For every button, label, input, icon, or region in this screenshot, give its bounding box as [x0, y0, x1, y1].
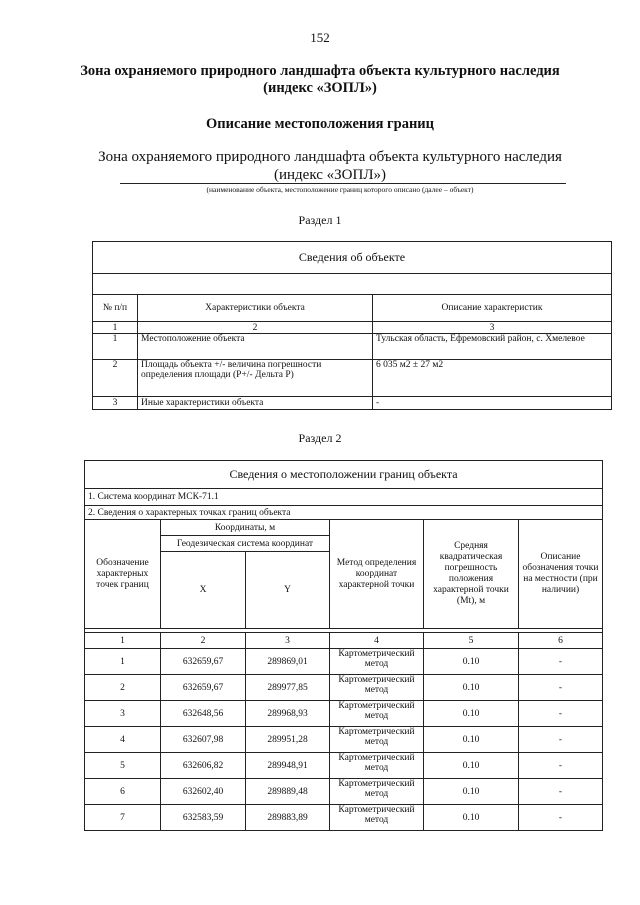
point-error: 0.10: [424, 649, 519, 675]
object-name: [60, 148, 600, 184]
col-header-description: Описание характеристик: [373, 295, 612, 322]
point-description: -: [519, 649, 603, 675]
point-id: 1: [85, 649, 161, 675]
boundary-table-title: Сведения о местоположении границ объекта: [85, 461, 603, 489]
point-method: Картометрический метод: [330, 779, 424, 805]
col-header-x: X: [161, 552, 246, 629]
row-description: 6 035 м2 ± 27 м2: [373, 360, 612, 397]
index-cell: 2: [161, 633, 246, 649]
row-description: Тульская область, Ефремовский район, с. Хмелевое: [373, 334, 612, 360]
object-info-table: [92, 241, 612, 410]
object-name-line2: (индекс «ЗОПЛ»): [273, 167, 386, 183]
point-description: -: [519, 805, 603, 831]
index-row: [93, 322, 612, 334]
coordinate-system: 1. Система координат МСК-71.1: [85, 489, 603, 506]
index-cell: 1: [85, 633, 161, 649]
point-error: 0.10: [424, 805, 519, 831]
document-title-line1: Зона охраняемого природного ландшафта объекта культурного наследия: [80, 63, 560, 79]
col-header-characteristics: Характеристики объекта: [138, 295, 373, 322]
table-row: [85, 649, 603, 675]
object-name-underline: [120, 183, 566, 184]
col-header-point: Обозначение характерных точек границ: [85, 520, 161, 629]
row-characteristic: Иные характеристики объекта: [138, 397, 373, 410]
points-subtitle: 2. Сведения о характерных точках границ объекта: [85, 506, 603, 520]
col-header-error: Средняя квадратическая погрешность положения характерной точки (Mt), м: [424, 520, 519, 629]
point-y: 289869,01: [246, 649, 330, 675]
point-id: 3: [85, 701, 161, 727]
table-row: [85, 805, 603, 831]
point-error: 0.10: [424, 701, 519, 727]
document-title: [60, 63, 580, 97]
point-x: 632602,40: [161, 779, 246, 805]
point-id: 7: [85, 805, 161, 831]
index-cell: 3: [246, 633, 330, 649]
point-error: 0.10: [424, 753, 519, 779]
point-x: 632607,98: [161, 727, 246, 753]
col-header-y: Y: [246, 552, 330, 629]
point-method: Картометрический метод: [330, 701, 424, 727]
document-subtitle: Описание местоположения границ: [205, 116, 435, 132]
point-x: 632583,59: [161, 805, 246, 831]
point-description: -: [519, 753, 603, 779]
index-cell: 5: [424, 633, 519, 649]
table-row: [93, 334, 612, 360]
point-id: 6: [85, 779, 161, 805]
table-row: [85, 779, 603, 805]
point-x: 632659,67: [161, 649, 246, 675]
col-header-point-description: Описание обозначения точки на местности (при наличии): [519, 520, 603, 629]
object-info-table-title: Сведения об объекте: [93, 242, 612, 274]
point-description: -: [519, 779, 603, 805]
section1-heading: Раздел 1: [298, 213, 342, 227]
row-description: -: [373, 397, 612, 410]
table-row: [93, 397, 612, 410]
object-caption: (наименование объекта, местоположение границ которого описано (далее – объект): [206, 185, 474, 194]
point-y: 289977,85: [246, 675, 330, 701]
col-header-method: Метод определения координат характерной точки: [330, 520, 424, 629]
table-row: [85, 701, 603, 727]
row-number: 3: [93, 397, 138, 410]
point-error: 0.10: [424, 675, 519, 701]
point-x: 632659,67: [161, 675, 246, 701]
index-row: [85, 633, 603, 649]
point-y: 289883,89: [246, 805, 330, 831]
object-info-spacer-row: [93, 274, 612, 295]
point-method: Картометрический метод: [330, 649, 424, 675]
point-id: 5: [85, 753, 161, 779]
point-x: 632648,56: [161, 701, 246, 727]
index-cell: 1: [93, 322, 138, 334]
point-y: 289951,28: [246, 727, 330, 753]
col-header-geodetic-system: Геодезическая система координат: [161, 536, 330, 552]
point-id: 4: [85, 727, 161, 753]
point-y: 289889,48: [246, 779, 330, 805]
table-row: [85, 675, 603, 701]
point-error: 0.10: [424, 727, 519, 753]
index-cell: 2: [138, 322, 373, 334]
section2-heading: Раздел 2: [298, 431, 342, 445]
point-y: 289948,91: [246, 753, 330, 779]
row-number: 1: [93, 334, 138, 360]
table-row: [93, 360, 612, 397]
point-method: Картометрический метод: [330, 727, 424, 753]
col-header-number: № п/п: [93, 295, 138, 322]
table-row: [85, 753, 603, 779]
point-y: 289968,93: [246, 701, 330, 727]
point-id: 2: [85, 675, 161, 701]
point-description: -: [519, 701, 603, 727]
document-title-line2: (индекс «ЗОПЛ»): [263, 80, 377, 96]
index-cell: 3: [373, 322, 612, 334]
row-number: 2: [93, 360, 138, 397]
point-description: -: [519, 675, 603, 701]
point-description: -: [519, 727, 603, 753]
point-x: 632606,82: [161, 753, 246, 779]
point-method: Картометрический метод: [330, 805, 424, 831]
point-error: 0.10: [424, 779, 519, 805]
row-characteristic: Площадь объекта +/- величина погрешности определения площади (Р+/- Дельта Р): [138, 360, 373, 397]
point-method: Картометрический метод: [330, 675, 424, 701]
table-row: [85, 727, 603, 753]
index-cell: 4: [330, 633, 424, 649]
page-number: 152: [310, 30, 330, 45]
row-characteristic: Местоположение объекта: [138, 334, 373, 360]
point-method: Картометрический метод: [330, 753, 424, 779]
index-cell: 6: [519, 633, 603, 649]
object-name-line1: Зона охраняемого природного ландшафта объекта культурного наследия: [98, 149, 562, 165]
col-header-coordinates: Координаты, м: [161, 520, 330, 536]
boundary-points-table: [84, 460, 603, 831]
